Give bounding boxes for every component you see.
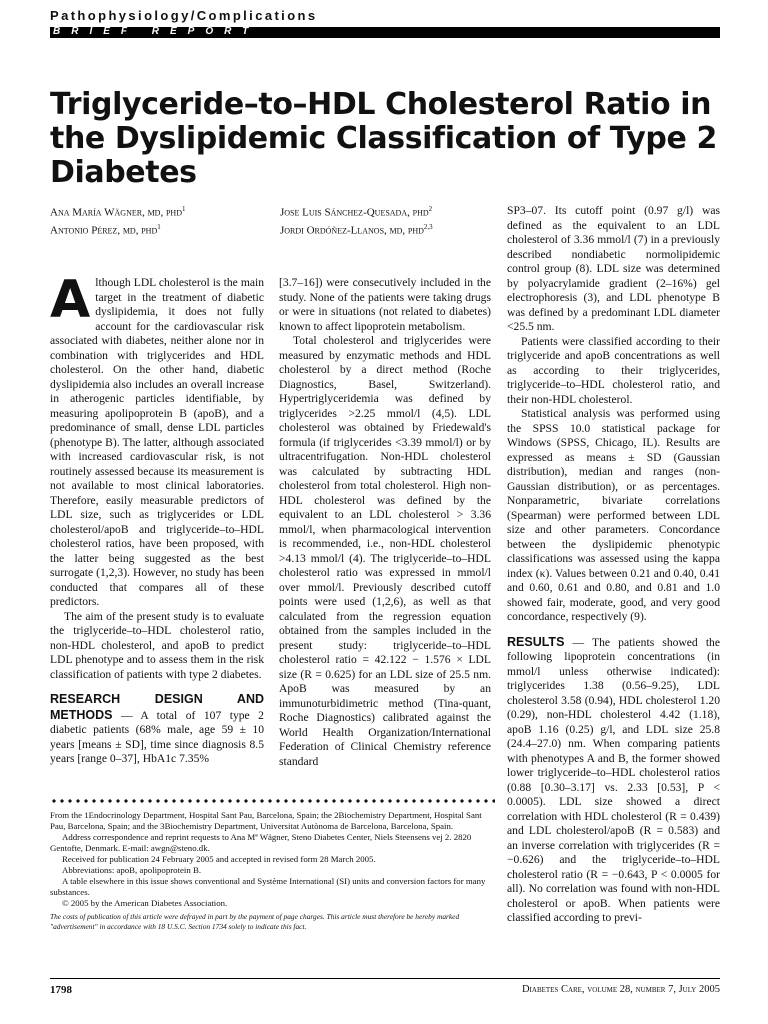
section-label: Pathophysiology/Complications <box>50 8 318 23</box>
footer-rule <box>50 978 720 979</box>
paragraph: SP3–07. Its cutoff point (0.97 g/l) was defined as the equivalent to an LDL cholesterol of 3.36 mmol/l (7) in a previously described nondiabetic normolipidemic control group (8). LDL size was determined by polyacrylamide gradient (2–16%) gel electrophoresis (3), and LDL phenotype B was defined by a predominant LDL diameter <25.5 nm. <box>507 204 720 333</box>
paragraph: Statistical analysis was performed using the SPSS 10.0 statistical package for Windows (SPSS, Chicago, IL). Results are expressed as means ± SD (Gaussian distribution), median and ranges (non-Gaussian distribution), or as percentages. Nonparametric, bivariate correlations (Spearman) were performed between LDL size and other parameters. Concordance between the dyslipidemic phenotypic classifications was assessed using the kappa index (κ). Values between 0.21 and 0.40, 0.41 and 0.60, 0.61 and 0.80, and 0.81 and 1.0 showed fair, moderate, good, and very good concordance, respectively (9). <box>507 407 720 623</box>
footnote: © 2005 by the American Diabetes Association. <box>62 898 228 908</box>
footnote: Received for publication 24 February 2005 and accepted in revised form 28 March 2005. <box>62 854 376 864</box>
paragraph: [3.7–16]) were consecutively included in the study. None of the patients were taking drugs or were in situations (not related to diabetes) known to affect lipoprotein metabolism. <box>279 276 491 333</box>
aim-paragraph: The aim of the present study is to evaluate the triglyceride–to–HDL cholesterol ratio, non-HDL cholesterol, and apoB to predict LDL phenotype and to assess them in the risk classification of patients with type 2 diabetes. <box>50 609 264 681</box>
footnote: From the 1Endocrinology Department, Hospital Sant Pau, Barcelona, Spain; the 2Biochemistry Department, Hospital Sant Pau, Barcelona, Spain; and the 3Biochemistry Department, Universitat Autònoma de Barcelona, Barcelona, Spain. <box>50 810 482 831</box>
column-3 <box>507 204 720 926</box>
results-paragraph: RESULTS — The patients showed the following lipoprotein concentrations (in mmol/l unless otherwise indicated): triglycerides 1.38 (0.56–9.25), LDL cholesterol 3.58 (0.94), HDL cholesterol 1.20 (0.29), non-HDL cholesterol 4.42 (1.18), apoB 1.16 (0.25) g/l, and LDL size 25.8 (24.4–27.0) nm. When comparing patients with phenotypes A and B, the former showed lower triglyceride–to–HDL cholesterol ratios (0.88 [0.30–3.17] vs. 2.33 [0.53], P < 0.0005). LDL size showed a direct correlation with HDL cholesterol (R = 0.439) and LDL cholesterol/apoB (R = 0.583) and an inverse correlation with triglycerides (R = −0.626) and the triglyceride–to–HDL cholesterol ratio (R = −0.643, P < 0.0005 for all). No correlation was found with non-HDL cholesterol or apoB. When patients were classified according to previ- <box>507 634 720 924</box>
footnote: Address correspondence and reprint requests to Ana Mª Wägner, Steno Diabetes Center, Niels Steensens vej 2. 2820 Gentofte, Denmark. E-mail: awgn@steno.dk. <box>50 832 472 853</box>
author: Ana María Wägner, md, phd$^1$ <box>50 205 186 219</box>
methods-heading: RESEARCH DESIGN AND METHODS <box>50 692 264 722</box>
author: Jordi Ordóñez-Llanos, md, phd$^{2,3}$ <box>280 222 433 237</box>
footnotes <box>50 810 495 931</box>
footnote: A table elsewhere in this issue shows conventional and Système International (SI) units and conversion factors for many substances. <box>50 876 486 897</box>
author: Antonio Pérez, md, phd$^1$ <box>50 222 161 237</box>
footnote-advertisement: The costs of publication of this article were defrayed in part by the payment of page charges. This article must therefore be hereby marked "advertisement" in accordance with 18 U.S.C. Section 1734 solely to indicate this fact. <box>50 912 460 931</box>
brief-report-bar <box>50 27 720 38</box>
column-1 <box>50 270 264 767</box>
brief-report-label: BRIEF REPORT <box>53 26 260 37</box>
column-2 <box>279 276 491 769</box>
article-title: Triglyceride–to–HDL Cholesterol Ratio in the Dyslipidemic Classification of Type 2 Diabetes <box>50 87 717 190</box>
authors-left <box>50 202 185 237</box>
journal-citation: Diabetes Care, volume 28, number 7, July 2005 <box>521 984 720 995</box>
paragraph: Total cholesterol and triglycerides were measured by enzymatic methods and HDL cholesterol by a direct method (Roche Diagnostics, Basel, Switzerland). Hypertriglyceridemia was defined by triglycerides >2.25 mmol/l (4,5). LDL cholesterol was obtained by Friedewald's formula (if triglycerides <3.39 mmol/l) or by ultracentrifugation. Non-HDL cholesterol was calculated by subtracting HDL cholesterol from total cholesterol. High non-HDL cholesterol was defined by the equivalent to an LDL cholesterol > 3.36 mmol/l, when pharmacological intervention is recommended, i.e., non-HDL cholesterol >4.13 mmol/l (4). The triglyceride–to–HDL cholesterol ratio was expressed in mmol/l over mmol/l. Previously described cutoff points were used (1,2,6), as well as that calculated from the regression equation obtained from the samples included in the present study: triglyceride–to–HDL cholesterol ratio = 42.122 − 1.576 × LDL size (R = 0.625) for an LDL size of 25.5 nm. ApoB was measured by an immunoturbidimetric method (Tina-quant, Roche Diagnostics) calibrated against the World Health Organization/International Federation of Clinical Chemistry reference standard <box>279 334 491 768</box>
page-number: 1798 <box>50 984 72 996</box>
footnote-divider <box>50 797 495 805</box>
paragraph: Patients were classified according to their triglyceride and apoB concentrations as well as according to their triglycerides, triglyceride–to–HDL cholesterol ratio, and their non-HDL cholesterol. <box>507 334 720 406</box>
intro-paragraph: Although LDL cholesterol is the main target in the treatment of diabetic dyslipidemia, it does not fully account for the cardiovascular risk associated with diabetes, neither alone nor in combination with triglycerides and HDL cholesterol. On the other hand, diabetic dyslipidemia also includes an overall increase in atherogenic particles identifiable, by measuring apolipoprotein B (apoB), and a predominance of small, dense LDL particles (phenotype B). The latter, although associated with increased cardiovascular risk, is not routinely assessed because its measurement is not available to most clinical laboratories. Therefore, easily measurable predictors of LDL size, such as triglycerides or LDL cholesterol/apoB and triglyceride–to–HDL cholesterol ratios, have been proposed, with the latter being suggested as the best surrogate (1,2,3). However, no study has been conducted that compares all of these predictors. <box>50 270 264 608</box>
methods-paragraph: RESEARCH DESIGN AND METHODS — A total of 107 type 2 diabetic patients (68% male, age 59 ± 10 years [means ± SD], time since diagnosis 8.5 years [range 0–37], HbA1c 7.35% <box>50 692 264 765</box>
authors-right <box>280 202 433 237</box>
results-heading: RESULTS <box>507 634 565 649</box>
drop-cap: A <box>50 270 91 330</box>
footnote: Abbreviations: apoB, apolipoprotein B. <box>62 865 202 875</box>
author: Jose Luis Sánchez-Quesada, phd$^2$ <box>280 205 433 219</box>
